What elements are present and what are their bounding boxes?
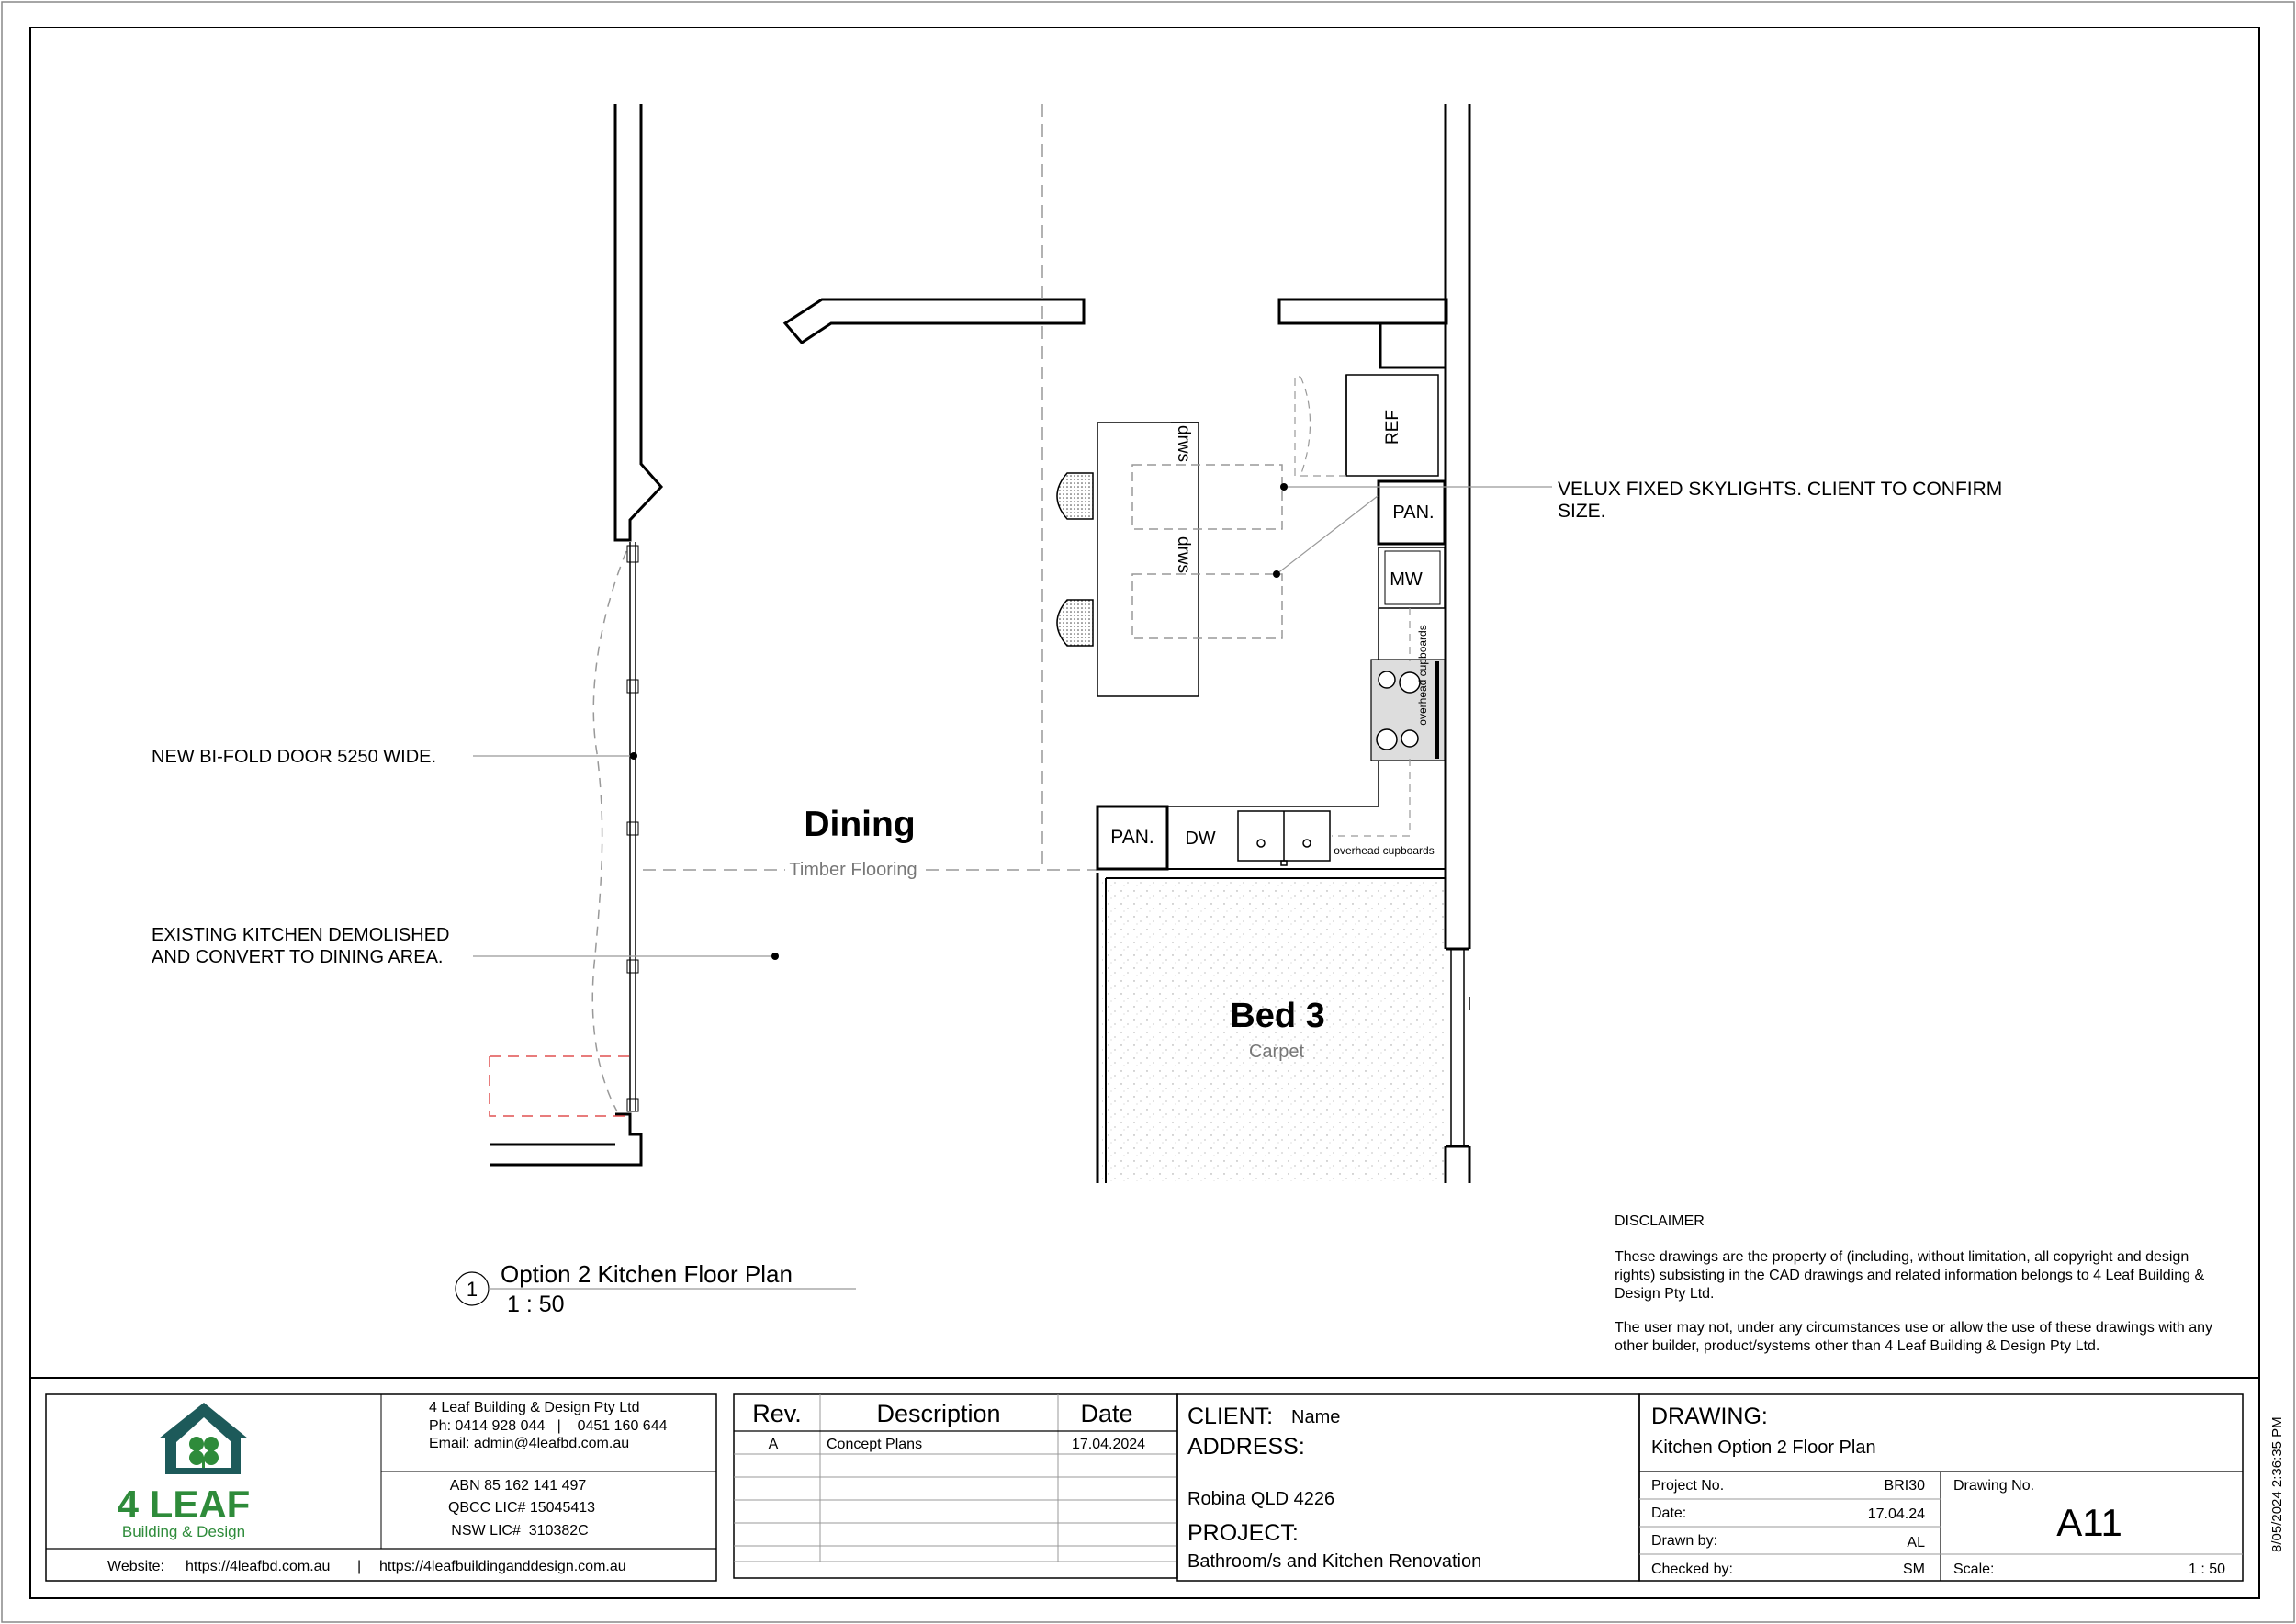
client-label: CLIENT:	[1187, 1404, 1274, 1429]
company-abn: ABN 85 162 141 497	[449, 1478, 587, 1494]
drawing-no-value: A11	[2056, 1501, 2122, 1544]
project-value: Bathroom/s and Kitchen Renovation	[1187, 1551, 1482, 1572]
revision-row-description: Concept Plans	[827, 1437, 923, 1452]
drawing-label: DRAWING:	[1651, 1404, 1768, 1429]
overhead-cupboards-label-2: overhead cupboards	[1334, 844, 1435, 857]
revision-table	[734, 1394, 1177, 1578]
client-name: Name	[1291, 1407, 1341, 1427]
existing-step-outline	[490, 1056, 630, 1116]
company-phone: Ph: 0414 928 044 | 0451 160 644	[429, 1418, 668, 1434]
logo-wordmark: 4 LEAF	[117, 1483, 251, 1526]
revision-row-date: 17.04.2024	[1071, 1437, 1146, 1452]
overhead-cupboards-label-1: overhead cupboards	[1416, 625, 1429, 726]
bifold-marker	[630, 752, 637, 760]
description-header: Description	[876, 1400, 1001, 1427]
logo-tagline: Building & Design	[121, 1523, 246, 1540]
project-no-value: BRI30	[1884, 1478, 1925, 1494]
drawn-by-label: Drawn by:	[1651, 1533, 1718, 1549]
right-wall	[1446, 104, 1469, 1183]
disclaimer-p2-line2: other builder, product/systems other than 4 Leaf Building & Design Pty Ltd.	[1615, 1338, 2100, 1354]
bed3-title: Bed 3	[1230, 997, 1325, 1035]
floor-plan	[473, 104, 1552, 1183]
disclaimer-p1-line2: rights) subsisting in the CAD drawings and related information belongs to 4 Leaf Building &	[1615, 1268, 2205, 1283]
demolish-note-line2: AND CONVERT TO DINING AREA.	[152, 947, 444, 967]
date-value: 17.04.24	[1867, 1506, 1925, 1522]
bifold-door	[592, 542, 638, 1111]
demolish-note-line1: EXISTING KITCHEN DEMOLISHED	[152, 925, 450, 945]
rev-header: Rev.	[752, 1400, 802, 1427]
date-label: Date:	[1651, 1506, 1687, 1521]
sink	[1238, 811, 1330, 865]
plan-title-block	[456, 1260, 856, 1317]
company-name: 4 Leaf Building & Design Pty Ltd	[429, 1400, 640, 1415]
dishwasher-label: DW	[1185, 829, 1216, 849]
drawing-panel	[1639, 1394, 2243, 1581]
address-label: ADDRESS:	[1187, 1434, 1305, 1460]
bifold-note: NEW BI-FOLD DOOR 5250 WIDE.	[152, 747, 437, 767]
date-header: Date	[1080, 1400, 1133, 1427]
address-value: Robina QLD 4226	[1187, 1489, 1335, 1509]
bed3-floor-label: Carpet	[1248, 1042, 1305, 1062]
skylight-note-line1: VELUX FIXED SKYLIGHTS. CLIENT TO CONFIRM	[1558, 479, 2003, 500]
dining-title: Dining	[804, 805, 916, 844]
scale-label: Scale:	[1953, 1562, 1995, 1577]
checked-by-value: SM	[1903, 1562, 1925, 1577]
website-separator: |	[357, 1559, 362, 1574]
website-link-2[interactable]: https://4leafbuildinganddesign.com.au	[379, 1559, 626, 1574]
drawers-label-2: drws	[1174, 536, 1193, 574]
outer-border	[2, 2, 2294, 1622]
bar-stool-2	[1057, 600, 1093, 646]
website-link-1[interactable]: https://4leafbd.com.au	[186, 1559, 331, 1574]
view-number: 1	[466, 1278, 478, 1301]
bar-stool-1	[1057, 473, 1093, 519]
company-logo	[118, 1403, 251, 1540]
scale-value: 1 : 50	[2188, 1562, 2225, 1577]
skylight-leader	[1277, 487, 1552, 574]
skylight-marker-2	[1273, 570, 1280, 578]
disclaimer	[1615, 1213, 2212, 1354]
fridge-label: REF	[1383, 410, 1402, 445]
revision-row-rev: A	[768, 1437, 779, 1452]
company-panel	[46, 1394, 716, 1581]
top-wall-left	[785, 299, 1084, 343]
website-label: Website:	[107, 1559, 164, 1574]
top-wall-right	[1279, 299, 1446, 323]
skylight-note-line2: SIZE.	[1558, 501, 1606, 522]
pantry-lower-label: PAN.	[1110, 827, 1154, 848]
disclaimer-p1-line3: Design Pty Ltd.	[1615, 1286, 1715, 1302]
dining-floor-label: Timber Flooring	[789, 860, 917, 880]
company-email: Email: admin@4leafbd.com.au	[429, 1436, 630, 1451]
cooktop-bench	[1097, 608, 1445, 836]
disclaimer-p2-line1: The user may not, under any circumstances use or allow the use of these drawings with any	[1615, 1320, 2212, 1336]
inner-border	[30, 28, 2259, 1598]
drawn-by-value: AL	[1907, 1535, 1925, 1551]
drawing-no-label: Drawing No.	[1953, 1478, 2035, 1494]
drawers-label-1: drws	[1174, 424, 1193, 463]
project-label: PROJECT:	[1187, 1520, 1299, 1546]
skylight-marker-1	[1280, 483, 1288, 491]
demolish-marker	[771, 953, 779, 960]
fridge-cabinet	[1295, 323, 1446, 476]
company-qbcc: QBCC LIC# 15045413	[447, 1500, 596, 1516]
plan-title: Option 2 Kitchen Floor Plan	[501, 1260, 793, 1288]
plan-scale: 1 : 50	[507, 1291, 565, 1317]
company-nsw: NSW LIC# 310382C	[451, 1523, 589, 1539]
disclaimer-heading: DISCLAIMER	[1615, 1213, 1705, 1229]
checked-by-label: Checked by:	[1651, 1562, 1733, 1577]
microwave-label: MW	[1390, 570, 1423, 590]
pantry-upper-label: PAN.	[1392, 502, 1435, 523]
print-timestamp: 8/05/2024 2:36:35 PM	[2269, 1416, 2285, 1552]
project-no-label: Project No.	[1651, 1478, 1725, 1494]
drawing-name: Kitchen Option 2 Floor Plan	[1651, 1438, 1876, 1458]
disclaimer-p1-line1: These drawings are the property of (including, without limitation, all copyright and design	[1615, 1249, 2189, 1265]
